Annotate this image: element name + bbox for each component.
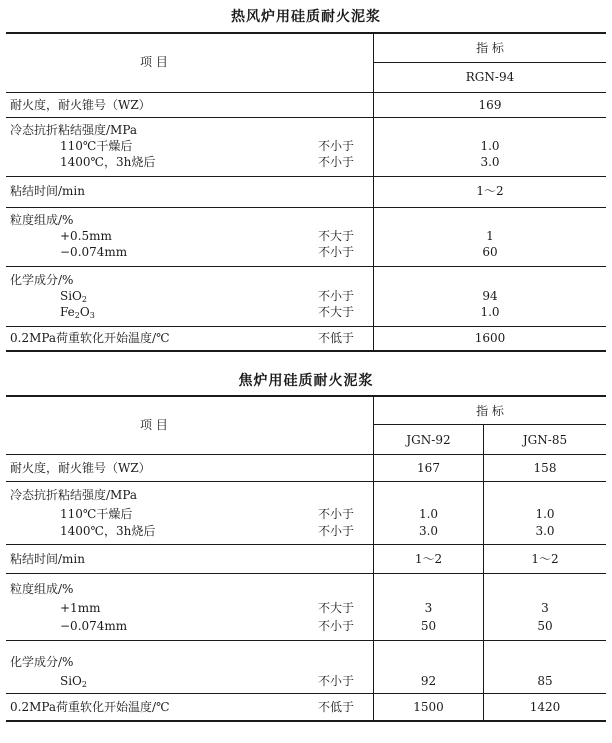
- table1-grain-value1: 1: [486, 229, 494, 243]
- table2-soft-v2: 1420: [529, 700, 561, 714]
- table2-chem-a1: 92: [420, 674, 437, 688]
- table2-bond-b2: 3.0: [535, 524, 555, 538]
- table1-time-value: 1～2: [476, 184, 504, 198]
- table1-item-header: 项 目: [140, 55, 168, 69]
- table1-chem-label: 化学成分/%: [10, 273, 74, 287]
- table1-grain-cond2: 不小于: [318, 245, 355, 259]
- table2-time-v1: 1～2: [414, 552, 443, 566]
- table1-grade-header: RGN-94: [465, 70, 515, 84]
- table1-refractoriness-label: 耐火度，耐火锥号（WZ）: [10, 98, 151, 112]
- table2-bond-a2: 3.0: [418, 524, 439, 538]
- table1-bottom-rule: [6, 350, 606, 352]
- table1-top-rule: [6, 32, 606, 34]
- table1-bond-sub2: 1400℃，3h烧后: [60, 155, 156, 169]
- table2-refractoriness-v2: 158: [533, 461, 557, 475]
- table2-title: 焦炉用硅质耐火泥浆: [238, 373, 374, 389]
- table2-bond-a1: 1.0: [418, 507, 439, 521]
- table2-time-v2: 1～2: [531, 552, 559, 566]
- table1-bond-value1: 1.0: [480, 139, 500, 153]
- table2-bond-sub1: 110℃干燥后: [60, 507, 133, 521]
- table2-chem-b1: 85: [537, 674, 553, 688]
- table2-index-header: 指 标: [476, 404, 504, 418]
- table2-grain-a2: 50: [420, 619, 437, 633]
- table1-bond-sub1: 110℃干燥后: [60, 139, 133, 153]
- table1-header-rule: [6, 92, 606, 93]
- table2-grain-cond2: 不小于: [318, 619, 355, 633]
- table1-row-rule: [6, 117, 606, 118]
- table2-time-label: 粘结时间/min: [10, 552, 85, 566]
- table1-grain-label: 粒度组成/%: [10, 213, 74, 227]
- table2-bond-cond1: 不小于: [318, 507, 355, 521]
- table2-soft-v1: 1500: [413, 700, 444, 714]
- table1-grain-cond1: 不大于: [318, 229, 355, 243]
- table2-grain-a1: 3: [424, 601, 433, 615]
- table2-row-rule: [6, 640, 606, 641]
- table2-refractoriness-v1: 167: [417, 461, 440, 475]
- table1-chem-sio2: SiO$_2$: [60, 289, 87, 304]
- table2-row-rule: [6, 693, 606, 694]
- table2-chem-sio2: SiO$_2$: [60, 674, 87, 689]
- table2-soft-label: 0.2MPa荷重软化开始温度/℃: [10, 700, 170, 714]
- table1-title: 热风炉用硅质耐火泥浆: [231, 9, 381, 25]
- table1-time-label: 粘结时间/min: [10, 184, 85, 198]
- table2-top-rule: [6, 395, 606, 397]
- table2-grain-label: 粒度组成/%: [10, 582, 74, 596]
- table1-grain-value2: 60: [482, 245, 498, 259]
- table1-bond-cond2: 不小于: [318, 155, 355, 169]
- table2-item-header: 项 目: [140, 418, 168, 432]
- table2-grain-sub1: +1mm: [60, 601, 101, 615]
- table1-row-rule: [6, 326, 606, 327]
- table1-soft-cond: 不低于: [318, 331, 355, 345]
- table2-grade2-header: JGN-85: [522, 433, 568, 447]
- table2-header-rule: [6, 454, 606, 455]
- table1-refractoriness-value: 169: [478, 98, 502, 112]
- table2-grain-cond1: 不大于: [318, 601, 355, 615]
- table2-grain-sub2: −0.074mm: [60, 619, 128, 633]
- table1-index-header: 指 标: [476, 41, 504, 55]
- table2-bond-cond2: 不小于: [318, 524, 355, 538]
- table1-soft-label: 0.2MPa荷重软化开始温度/℃: [10, 331, 170, 345]
- table1-bond-value2: 3.0: [480, 155, 500, 169]
- table2-row-rule: [6, 573, 606, 574]
- table1-row-rule: [6, 266, 606, 267]
- table1-grain-sub2: −0.074mm: [60, 245, 128, 259]
- table2-row-rule: [6, 544, 606, 545]
- table2-grade1-header: JGN-92: [406, 433, 451, 447]
- table2-soft-cond: 不低于: [318, 700, 355, 714]
- table2-chem-label: 化学成分/%: [10, 655, 74, 669]
- table1-chem-value1: 94: [482, 289, 498, 303]
- table2-bottom-rule: [6, 720, 606, 722]
- table2-grain-b2: 50: [537, 619, 553, 633]
- table2-row-rule: [6, 481, 606, 482]
- table2-bond-b1: 1.0: [535, 507, 555, 521]
- table1-row-rule: [6, 176, 606, 177]
- table2-bond-sub2: 1400℃，3h烧后: [60, 524, 156, 538]
- table2-bond-label: 冷态抗折粘结强度/MPa: [10, 488, 138, 502]
- table1-chem-value2: 1.0: [480, 305, 500, 319]
- table1-soft-value: 1600: [474, 331, 506, 345]
- table1-chem-fe2o3: $Fe_2O_3$: [60, 305, 95, 320]
- table2-chem-cond1: 不小于: [318, 674, 355, 688]
- table1-bond-cond1: 不小于: [318, 139, 355, 153]
- table2-header-mid-rule: [373, 424, 606, 425]
- table2-grain-b1: 3: [541, 601, 549, 615]
- table1-row-rule: [6, 207, 606, 208]
- table2-refractoriness-label: 耐火度，耐火锥号（WZ）: [10, 461, 151, 475]
- table1-header-mid-rule: [373, 62, 606, 63]
- table1-chem-cond2: 不大于: [318, 305, 355, 319]
- table1-bond-label: 冷态抗折粘结强度/MPa: [10, 123, 138, 137]
- table1-grain-sub1: +0.5mm: [60, 229, 112, 243]
- table1-chem-cond1: 不小于: [318, 289, 355, 303]
